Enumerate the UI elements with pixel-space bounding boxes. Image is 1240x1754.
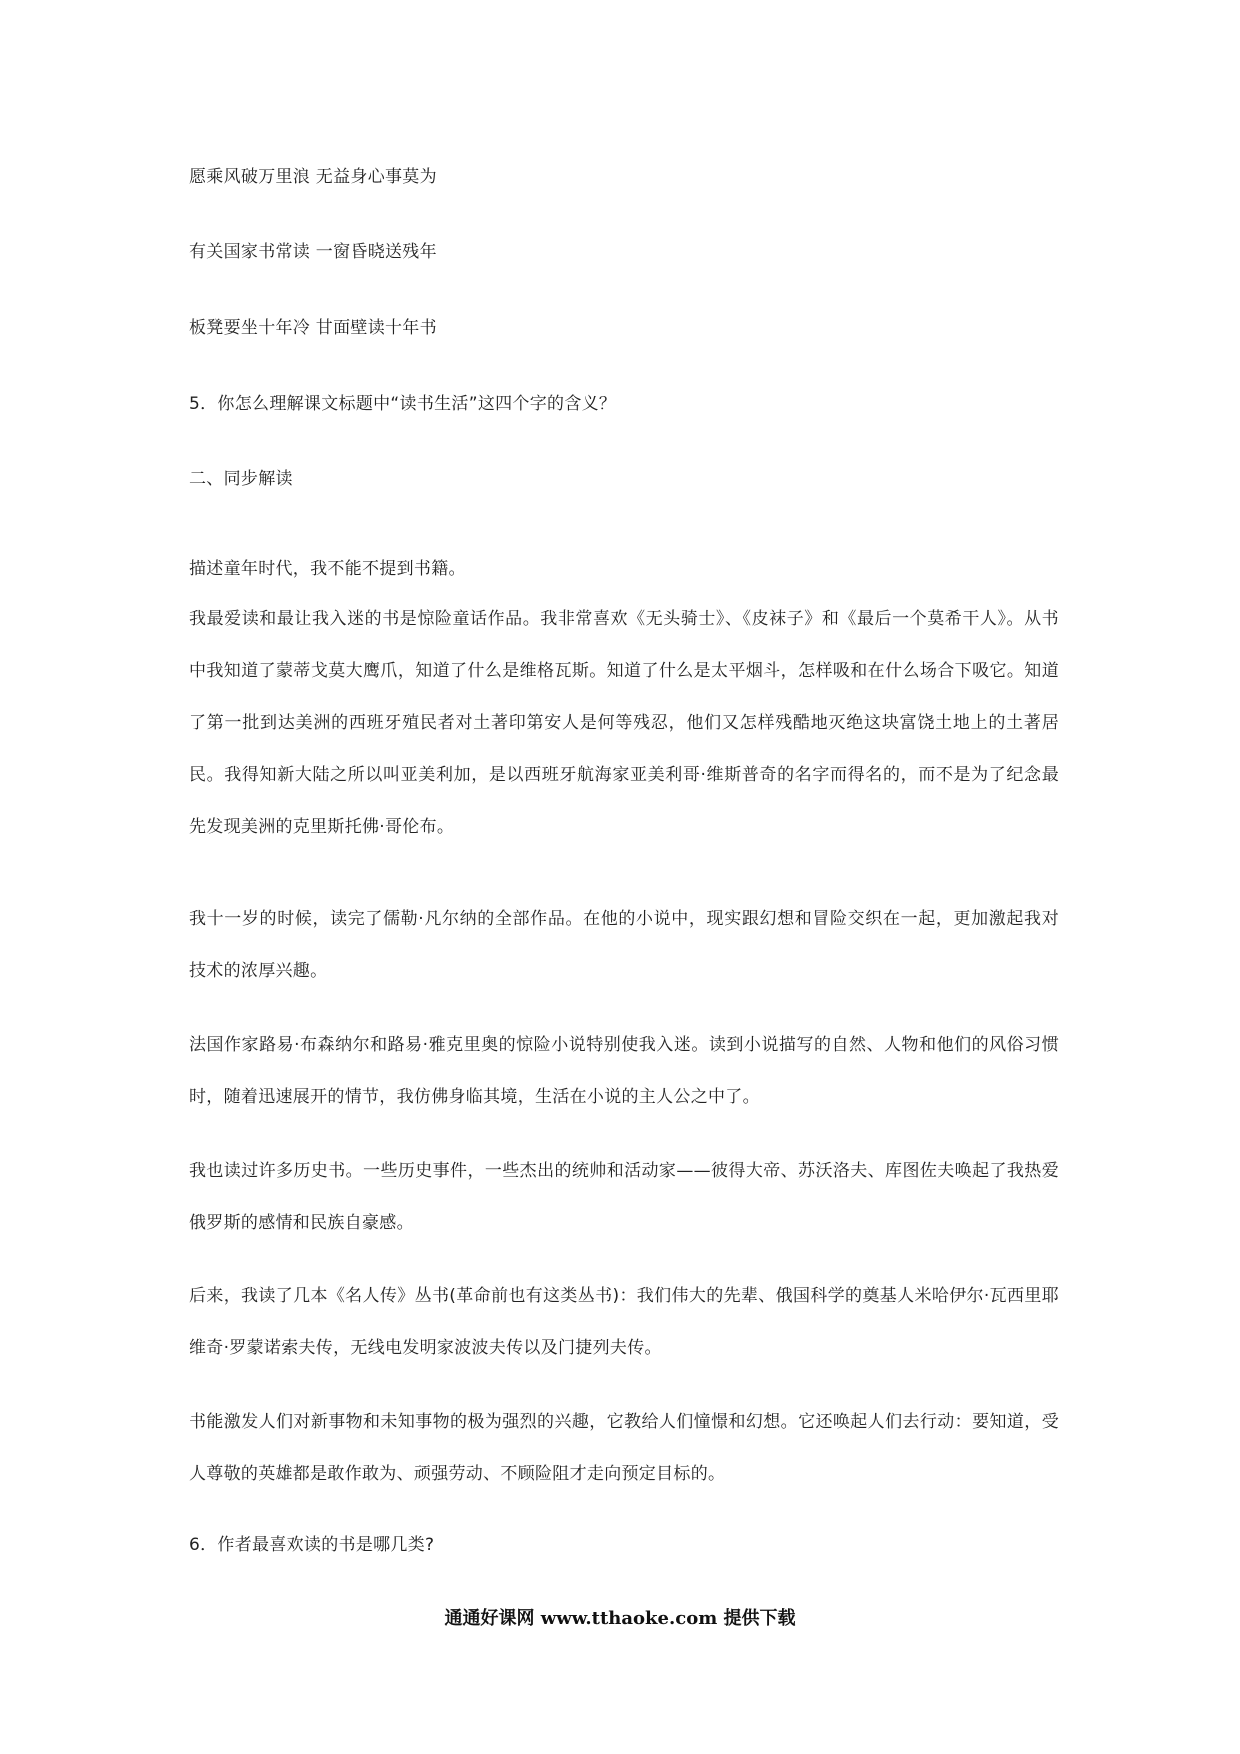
poem-line-1: 愿乘风破万里浪 无益身心事莫为	[189, 167, 437, 187]
question-6: 6．作者最喜欢读的书是哪几类?	[189, 1535, 435, 1555]
paragraph-french-writers: 法国作家路易·布森纳尔和路易·雅克里奥的惊险小说特别使我入迷。读到小说描写的自然、人物和他们的风俗习惯时，随着迅速展开的情节，我仿佛身临其境，生活在小说的主人公之中了。	[189, 1035, 1059, 1107]
paragraph-adventure-books: 我最爱读和最让我入迷的书是惊险童话作品。我非常喜欢《无头骑士》、《皮袜子》和《最后一个莫希干人》。从书中我知道了蒙蒂戈莫大鹰爪，知道了什么是维格瓦斯。知道了什么是太平烟斗，怎样吸和在什么场合下吸它。知道了第一批到达美洲的西班牙殖民者对土著印第安人是何等残忍，他们又怎样残酷地灭绝这块富饶土地上的土著居民。我得知新大陆之所以叫亚美利加，是以西班牙航海家亚美利哥·维斯普奇的名字而得名的，而不是为了纪念最先发现美洲的克里斯托佛·哥伦布。	[189, 609, 1059, 837]
paragraph-intro: 描述童年时代，我不能不提到书籍。	[189, 559, 466, 579]
poem-line-3: 板凳要坐十年冷 甘面壁读十年书	[189, 318, 437, 338]
question-5: 5．你怎么理解课文标题中“读书生活”这四个字的含义？	[189, 394, 617, 414]
paragraph-jules-verne: 我十一岁的时候，读完了儒勒·凡尔纳的全部作品。在他的小说中，现实跟幻想和冒险交织在一起，更加激起我对技术的浓厚兴趣。	[189, 909, 1059, 981]
paragraph-history-books: 我也读过许多历史书。一些历史事件，一些杰出的统帅和活动家——彼得大帝、苏沃洛夫、库图佐夫唤起了我热爱俄罗斯的感情和民族自豪感。	[189, 1161, 1059, 1233]
paragraph-biographies: 后来，我读了几本《名人传》丛书(革命前也有这类丛书)：我们伟大的先辈、俄国科学的奠基人米哈伊尔·瓦西里耶维奇·罗蒙诺索夫传，无线电发明家波波夫传以及门捷列夫传。	[189, 1286, 1059, 1358]
section-heading: 二、同步解读	[189, 469, 293, 489]
paragraph-books-inspire: 书能激发人们对新事物和未知事物的极为强烈的兴趣，它教给人们憧憬和幻想。它还唤起人们去行动：要知道，受人尊敬的英雄都是敢作敢为、顽强劳动、不顾险阻才走向预定目标的。	[189, 1412, 1059, 1484]
footer-download-note: 通通好课网 www.tthaoke.com 提供下载	[444, 1608, 796, 1629]
poem-line-2: 有关国家书常读 一窗昏晓送残年	[189, 242, 437, 262]
